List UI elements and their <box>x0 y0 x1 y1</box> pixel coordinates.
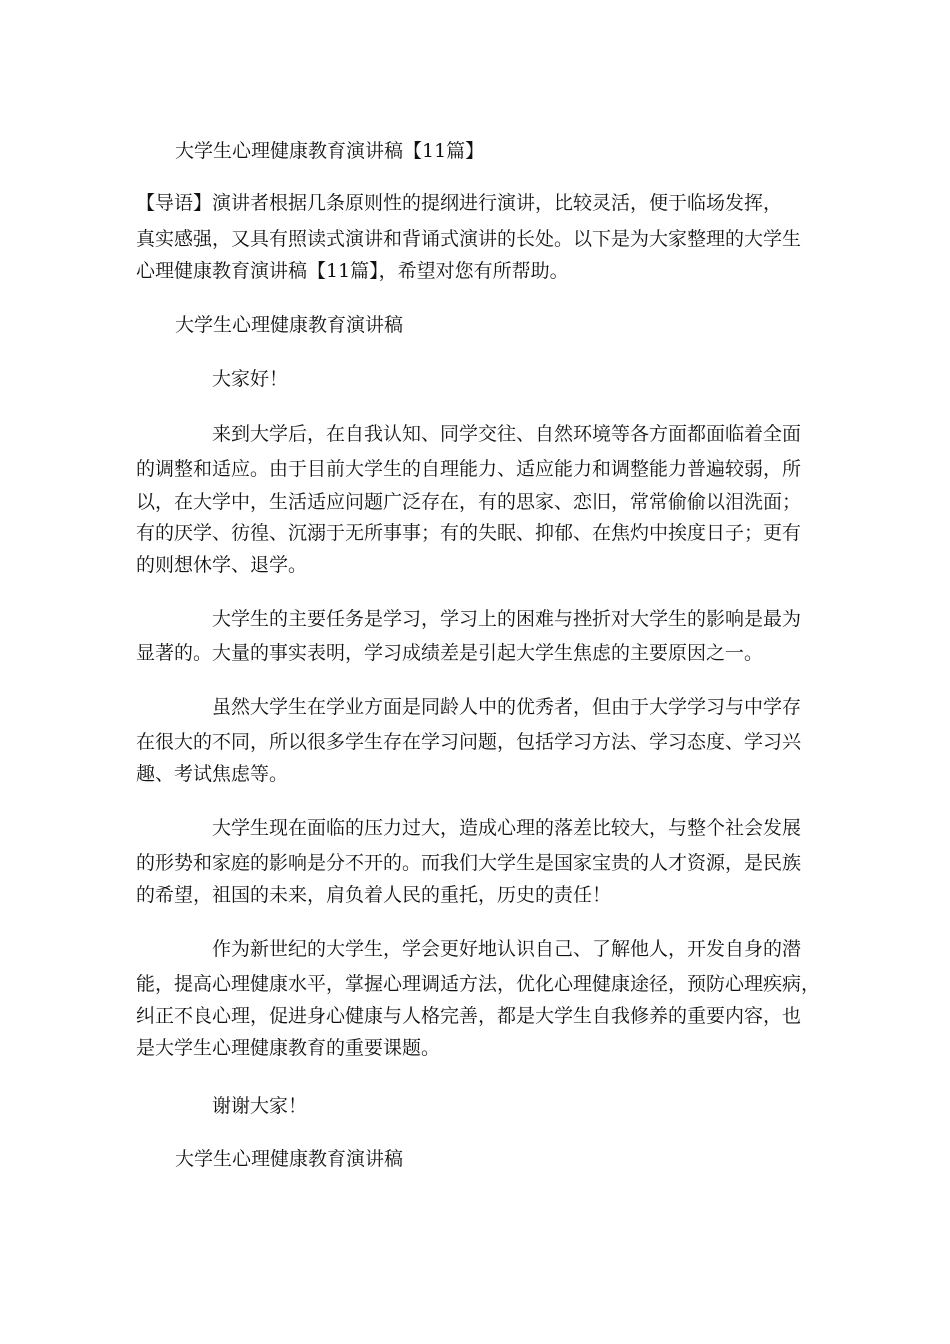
document-title: 大学生心理健康教育演讲稿【11篇】 <box>175 140 485 162</box>
paragraph-line: 虽然大学生在学业方面是同龄人中的优秀者，但由于大学学习与中学存 <box>212 696 802 718</box>
section-heading: 大学生心理健康教育演讲稿 <box>175 314 404 336</box>
paragraph-line: 大学生现在面临的压力过大，造成心理的落差比较大，与整个社会发展 <box>212 817 802 839</box>
paragraph-line: 的形势和家庭的影响是分不开的。而我们大学生是国家宝贵的人才资源，是民族 <box>136 852 802 874</box>
paragraph-line: 趣、考试焦虑等。 <box>136 763 289 785</box>
closing: 谢谢大家！ <box>212 1095 308 1117</box>
intro-line: 心理健康教育演讲稿【11篇】，希望对您有所帮助。 <box>136 260 569 282</box>
paragraph-line: 有的厌学、彷徨、沉溺于无所事事；有的失眠、抑郁、在焦灼中挨度日子；更有 <box>136 522 802 544</box>
paragraph-line: 的希望，祖国的未来，肩负着人民的重托，历史的责任！ <box>136 884 612 906</box>
paragraph-line: 在很大的不同，所以很多学生存在学习问题，包括学习方法、学习态度、学习兴 <box>136 731 802 753</box>
intro-line: 真实感强，又具有照读式演讲和背诵式演讲的长处。以下是为大家整理的大学生 <box>136 228 802 250</box>
paragraph-line: 以，在大学中，生活适应问题广泛存在，有的思家、恋旧，常常偷偷以泪洗面； <box>136 491 802 513</box>
intro-line: 【导语】演讲者根据几条原则性的提纲进行演讲，比较灵活，便于临场发挥， <box>136 192 783 214</box>
paragraph-line: 显著的。大量的事实表明，学习成绩差是引起大学生焦虑的主要原因之一。 <box>136 642 764 664</box>
paragraph-line: 作为新世纪的大学生，学会更好地认识自己、了解他人，开发自身的潜 <box>212 938 802 960</box>
paragraph-line: 来到大学后，在自我认知、同学交往、自然环境等各方面都面临着全面 <box>212 423 802 445</box>
paragraph-line: 能，提高心理健康水平，掌握心理调适方法，优化心理健康途径，预防心理疾病， <box>136 973 821 995</box>
paragraph-line: 纠正不良心理，促进身心健康与人格完善，都是大学生自我修养的重要内容，也 <box>136 1005 802 1027</box>
paragraph-line: 的调整和适应。由于目前大学生的自理能力、适应能力和调整能力普遍较弱，所 <box>136 458 802 480</box>
greeting: 大家好！ <box>212 368 289 390</box>
paragraph-line: 大学生的主要任务是学习，学习上的困难与挫折对大学生的影响是最为 <box>212 608 802 630</box>
paragraph-line: 的则想休学、退学。 <box>136 554 308 576</box>
paragraph-line: 是大学生心理健康教育的重要课题。 <box>136 1037 441 1059</box>
section-heading: 大学生心理健康教育演讲稿 <box>175 1148 404 1170</box>
